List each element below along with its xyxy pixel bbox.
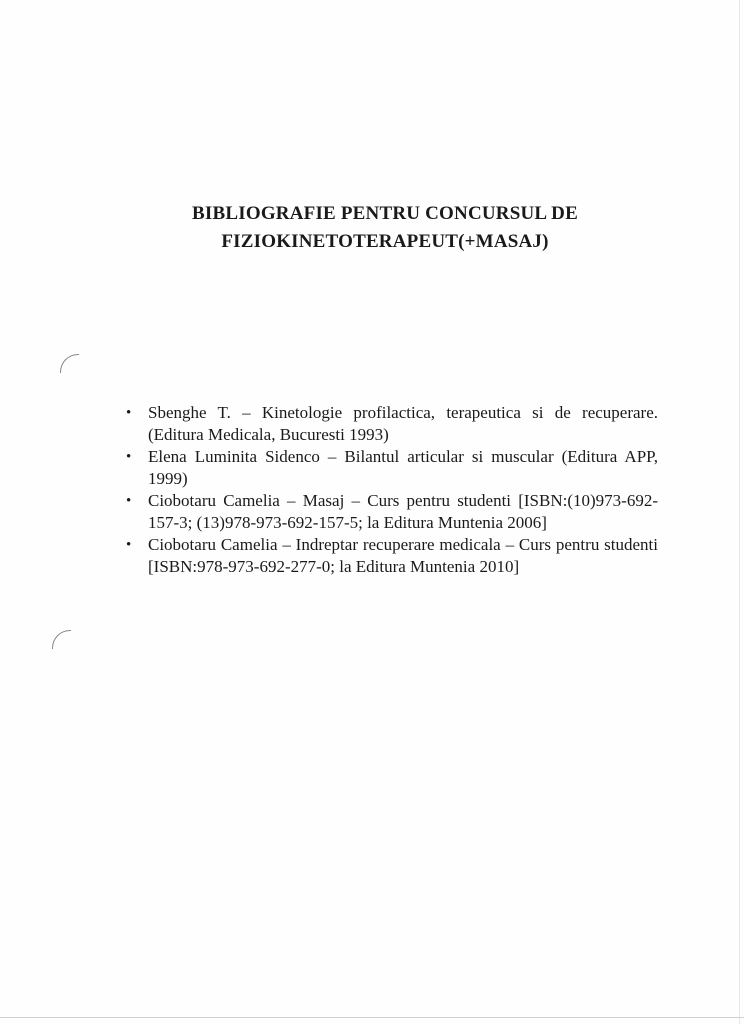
punch-hole-mark-bottom <box>52 630 71 649</box>
bibliography-item <box>124 446 658 490</box>
bullet-icon: • <box>126 493 132 509</box>
bibliography-item-text: Ciobotaru Camelia – Masaj – Curs pentru studenti [ISBN:(10)973-692-157-3; (13)978-973-692-157-5; la Editura Muntenia 2006] <box>148 491 658 532</box>
bibliography-item-text: Sbenghe T. – Kinetologie profilactica, terapeutica si de recuperare. (Editura Medicala, Bucuresti 1993) <box>148 403 658 444</box>
bibliography-list <box>124 402 658 578</box>
scan-bottom-line <box>0 1017 744 1018</box>
page-title <box>100 200 670 256</box>
page-title-line-1: BIBLIOGRAFIE PENTRU CONCURSUL DE <box>192 203 578 224</box>
bibliography-item-text: Elena Luminita Sidenco – Bilantul articular si muscular (Editura APP, 1999) <box>148 447 658 488</box>
scan-edge-line <box>739 0 740 1024</box>
bibliography-item-text: Ciobotaru Camelia – Indreptar recuperare medicala – Curs pentru studenti [ISBN:978-973-692-277-0; la Editura Muntenia 2010] <box>148 535 658 576</box>
bibliography-item <box>124 402 658 446</box>
page-title-line-2: FIZIOKINETOTERAPEUT(+MASAJ) <box>221 231 549 252</box>
bibliography-item <box>124 534 658 578</box>
bullet-icon: • <box>126 405 132 421</box>
bibliography-item <box>124 490 658 534</box>
bullet-icon: • <box>126 537 132 553</box>
punch-hole-mark-top <box>60 354 79 373</box>
bullet-icon: • <box>126 449 132 465</box>
